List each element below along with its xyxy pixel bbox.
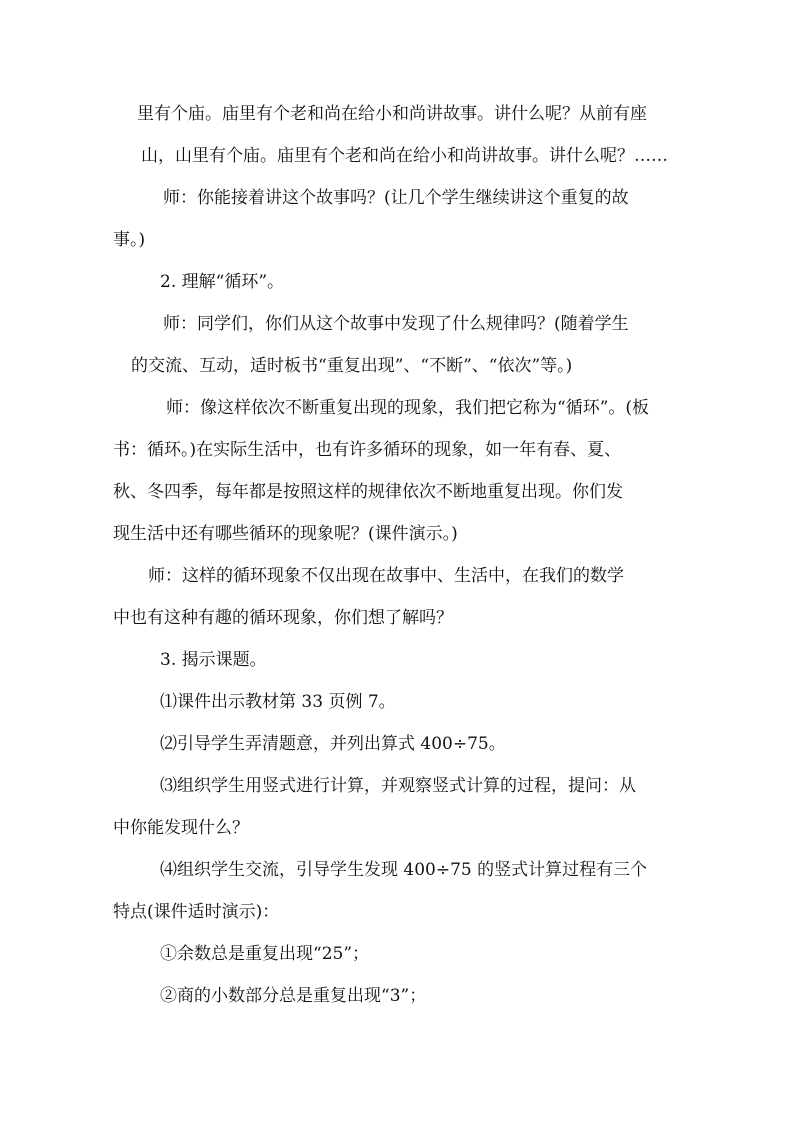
text-line: 的交流、互动，适时板书“重复出现”、“不断”、“依次”等。)	[131, 356, 573, 376]
text-line: 现生活中还有哪些循环的现象呢？(课件演示。)	[113, 524, 458, 544]
text-line: 特点(课件适时演示)：	[113, 902, 280, 922]
section-heading: 2. 理解“循环”。	[160, 272, 285, 292]
text-line: 中也有这种有趣的循环现象，你们想了解吗？	[113, 608, 453, 628]
section-heading: 3. 揭示课题。	[160, 650, 267, 670]
text-line: 书：循环。)在实际生活中，也有许多循环的现象，如一年有春、夏、	[113, 440, 622, 460]
text-line: 事。)	[113, 230, 146, 250]
list-item: ⑵引导学生弄清题意，并列出算式 400÷75。	[160, 734, 506, 754]
text-line: 师：同学们，你们从这个故事中发现了什么规律吗？(随着学生	[163, 314, 629, 334]
list-item: ①余数总是重复出现“25”；	[160, 944, 370, 964]
text-line: 师：像这样依次不断重复出现的现象，我们把它称为“循环”。(板	[166, 398, 650, 418]
list-item: ②商的小数部分总是重复出现“3”；	[160, 986, 427, 1006]
text-line: 中你能发现什么？	[113, 818, 249, 838]
list-item: ⑴课件出示教材第 33 页例 7。	[160, 692, 396, 712]
text-line: 山，山里有个庙。庙里有个老和尚在给小和尚讲故事。讲什么呢？……	[141, 146, 668, 166]
text-line: 师：这样的循环现象不仅出现在故事中、生活中，在我们的数学	[148, 566, 624, 586]
list-item: ⑶组织学生用竖式进行计算，并观察竖式计算的过程，提问：从	[160, 776, 636, 796]
text-line: 里有个庙。庙里有个老和尚在给小和尚讲故事。讲什么呢？从前有座	[137, 104, 647, 124]
text-line: 师：你能接着讲这个故事吗？(让几个学生继续讲这个重复的故	[163, 188, 629, 208]
list-item: ⑷组织学生交流，引导学生发现 400÷75 的竖式计算过程有三个	[160, 860, 648, 880]
text-line: 秋、冬四季，每年都是按照这样的规律依次不断地重复出现。你们发	[113, 482, 623, 502]
